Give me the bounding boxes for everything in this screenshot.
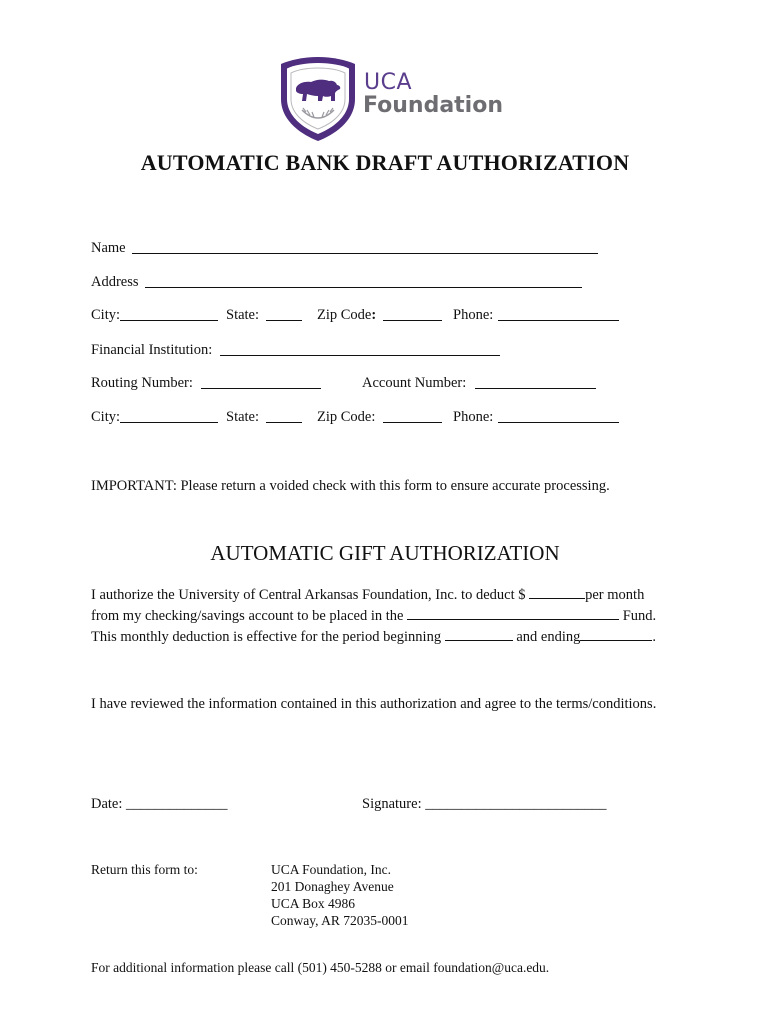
date-field[interactable]: Date: ______________	[91, 796, 228, 812]
phone2-line[interactable]	[498, 422, 619, 423]
gift-line-1-text: I authorize the University of Central Arkansas Foundation, Inc. to deduct $	[91, 587, 526, 603]
return-address-line-2: 201 Donaghey Avenue	[271, 879, 394, 894]
zip-line[interactable]	[383, 320, 442, 321]
city2-line[interactable]	[120, 422, 218, 423]
agreement-statement: I have reviewed the information contained in this authorization and agree to the terms/conditions.	[91, 696, 657, 712]
city-line[interactable]	[120, 320, 218, 321]
address-field[interactable]	[91, 273, 139, 291]
account-number-line[interactable]	[475, 388, 596, 389]
gift-line-3-mid: and ending	[516, 629, 581, 645]
state2-label: State:	[226, 409, 260, 425]
address-line[interactable]	[145, 287, 582, 288]
gift-line-3-text: This monthly deduction is effective for the period beginning	[91, 629, 442, 645]
gift-line-2-end: Fund.	[622, 608, 657, 624]
phone-line[interactable]	[498, 320, 619, 321]
gift-line-3-end: .	[652, 629, 656, 645]
amount-blank[interactable]	[529, 586, 585, 599]
return-label: Return this form to:	[91, 862, 198, 877]
state-line[interactable]	[266, 320, 302, 321]
phone-label: Phone:	[453, 307, 494, 323]
gift-line-1	[91, 585, 644, 606]
financial-institution-label: Financial Institution:	[91, 342, 213, 358]
gift-line-2-text: from my checking/savings account to be placed in the	[91, 608, 404, 624]
begin-date-blank[interactable]	[445, 628, 513, 641]
gift-line-3	[91, 627, 656, 648]
name-line[interactable]	[132, 253, 598, 254]
routing-number-label: Routing Number:	[91, 375, 193, 391]
zip2-label: Zip Code:	[317, 409, 376, 425]
fund-blank[interactable]	[407, 607, 619, 620]
return-address-line-4: Conway, AR 72035-0001	[271, 913, 409, 928]
logo-text-uca: UCA	[364, 70, 413, 95]
routing-number-line[interactable]	[201, 388, 321, 389]
state-label: State:	[226, 307, 260, 323]
zip2-line[interactable]	[383, 422, 442, 423]
gift-line-2	[91, 606, 656, 627]
zip-label	[317, 306, 376, 324]
return-address	[271, 861, 409, 929]
logo-text-foundation: Foundation	[363, 93, 504, 118]
zip-colon: :	[371, 307, 377, 323]
city2-label: City:	[91, 409, 121, 425]
return-address-line-3: UCA Box 4986	[271, 896, 356, 911]
contact-footer: For additional information please call (501) 450-5288 or email foundation@uca.edu.	[91, 960, 550, 975]
important-note: IMPORTANT: Please return a voided check with this form to ensure accurate processing.	[91, 478, 610, 494]
gift-section-title: AUTOMATIC GIFT AUTHORIZATION	[210, 541, 560, 565]
name-label: Name	[91, 240, 126, 256]
phone2-label: Phone:	[453, 409, 494, 425]
city-label: City:	[91, 307, 121, 323]
form-title: AUTOMATIC BANK DRAFT AUTHORIZATION	[140, 150, 630, 175]
zip-label-text: Zip Code	[317, 307, 372, 323]
signature-field[interactable]: Signature: _________________________	[362, 796, 607, 812]
end-date-blank[interactable]	[580, 628, 652, 641]
bear-shield-icon	[278, 54, 358, 144]
account-number-label: Account Number:	[362, 375, 467, 391]
return-address-line-1: UCA Foundation, Inc.	[271, 862, 391, 877]
state2-line[interactable]	[266, 422, 302, 423]
gift-line-1-end: per month	[585, 587, 645, 603]
address-label: Address	[91, 274, 139, 290]
financial-institution-line[interactable]	[220, 355, 500, 356]
name-field[interactable]	[91, 239, 126, 257]
